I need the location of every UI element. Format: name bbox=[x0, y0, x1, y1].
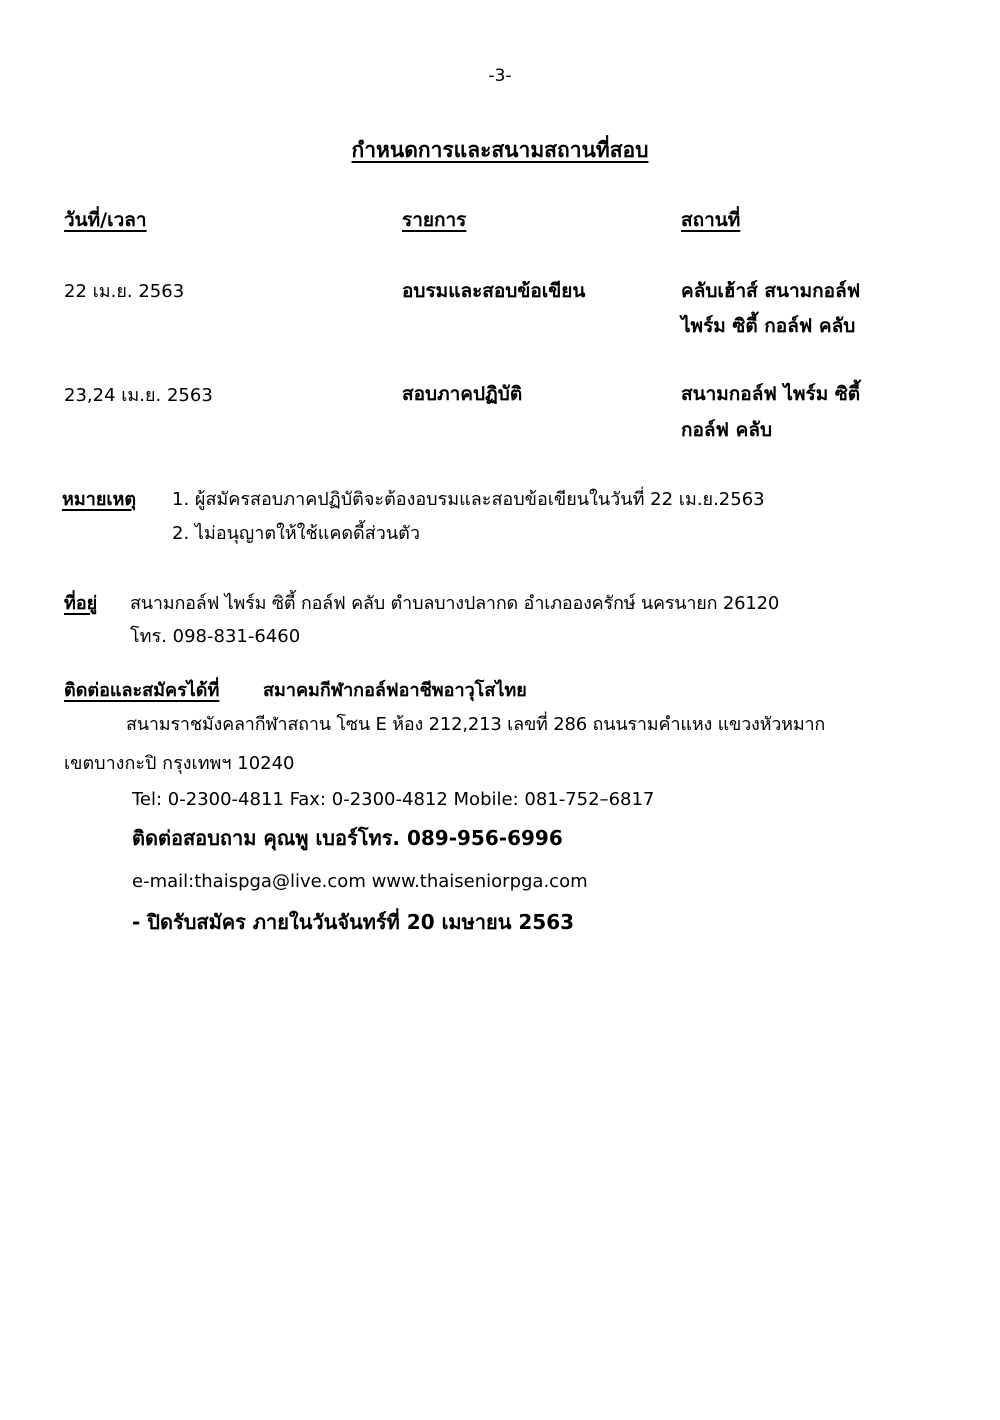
header-datetime: วันที่/เวลา bbox=[64, 209, 147, 231]
page-title: กำหนดการและสนามสถานที่สอบ bbox=[351, 138, 649, 162]
schedule-row-1-date: 22 เม.ย. 2563 bbox=[64, 281, 185, 302]
notes-label: หมายเหตุ bbox=[62, 489, 137, 510]
schedule-row-1-item: อบรมและสอบข้อเขียน bbox=[402, 280, 586, 302]
address-phone: โทร. 098-831-6460 bbox=[130, 626, 301, 647]
header-location: สถานที่ bbox=[681, 209, 741, 231]
contact-email-website: e-mail:thaispga@live.com www.thaiseniorpga.com bbox=[132, 871, 588, 892]
schedule-row-2-location-line2: กอล์ฟ คลับ bbox=[681, 419, 773, 441]
header-item: รายการ bbox=[402, 209, 467, 231]
page-number: -3- bbox=[488, 66, 512, 86]
schedule-row-1-location-line2: ไพร์ม ซิตี้ กอล์ฟ คลับ bbox=[681, 315, 856, 337]
contact-phones: Tel: 0-2300-4811 Fax: 0-2300-4812 Mobile: 081-752–6817 bbox=[132, 789, 655, 810]
schedule-row-1-location-line1: คลับเฮ้าส์ สนามกอล์ฟ bbox=[681, 280, 861, 302]
application-deadline: - ปิดรับสมัคร ภายในวันจันทร์ที่ 20 เมษายน 2563 bbox=[132, 910, 575, 934]
note-item-1: 1. ผู้สมัครสอบภาคปฏิบัติจะต้องอบรมและสอบข้อเขียนในวันที่ 22 เม.ย.2563 bbox=[172, 489, 765, 510]
address-label: ที่อยู่ bbox=[64, 593, 98, 614]
address-line1: สนามกอล์ฟ ไพร์ม ซิตี้ กอล์ฟ คลับ ตำบลบางปลากด อำเภอองครักษ์ นครนายก 26120 bbox=[130, 593, 780, 614]
contact-address-line1: สนามราชมังคลากีฬาสถาน โซน E ห้อง 212,213 เลขที่ 286 ถนนรามคำแหง แขวงหัวหมาก bbox=[126, 714, 826, 735]
schedule-row-2-location-line1: สนามกอล์ฟ ไพร์ม ซิตี้ bbox=[681, 383, 861, 405]
contact-organization: สมาคมกีฬากอล์ฟอาชีพอาวุโสไทย bbox=[263, 680, 527, 701]
contact-address-line2: เขตบางกะปิ กรุงเทพฯ 10240 bbox=[64, 753, 295, 774]
schedule-row-2-item: สอบภาคปฏิบัติ bbox=[402, 383, 523, 405]
note-item-2: 2. ไม่อนุญาตให้ใช้แคดดี้ส่วนตัว bbox=[172, 523, 420, 544]
contact-inquiry: ติดต่อสอบถาม คุณพู เบอร์โทร. 089-956-6996 bbox=[132, 826, 563, 850]
schedule-row-2-date: 23,24 เม.ย. 2563 bbox=[64, 385, 213, 406]
contact-label: ติดต่อและสมัครได้ที่ bbox=[64, 680, 220, 701]
